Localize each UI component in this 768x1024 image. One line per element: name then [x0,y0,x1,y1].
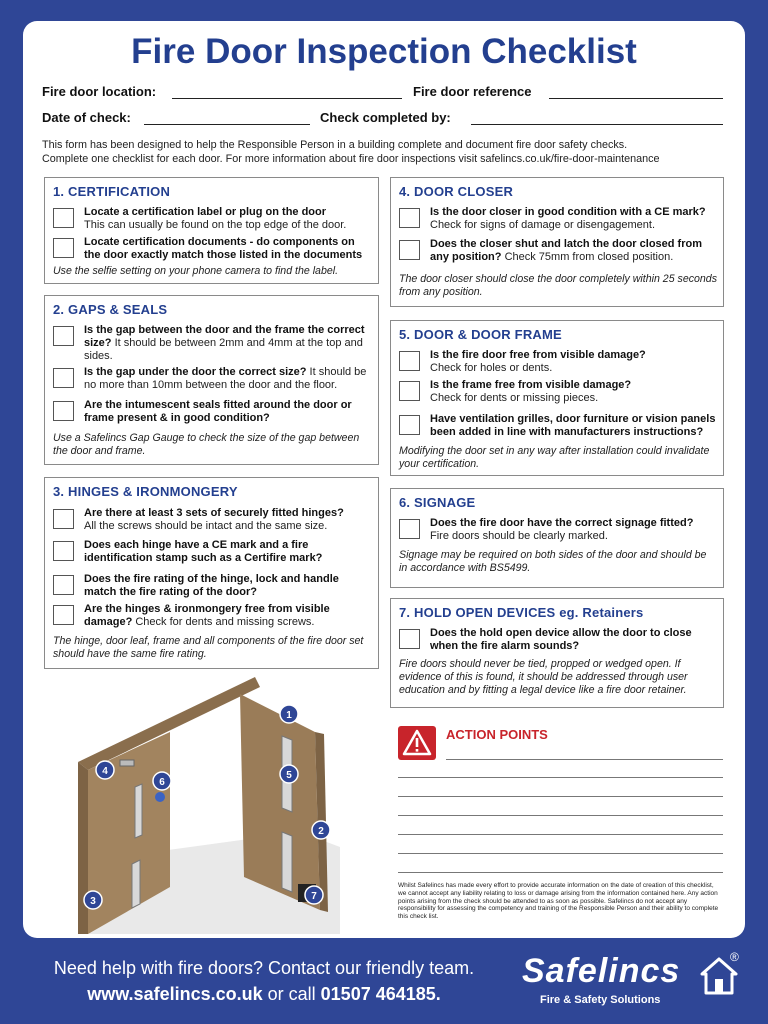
checkbox[interactable] [399,519,420,539]
checkbox[interactable] [399,381,420,401]
brand-name: Safelincs [522,952,681,990]
section-note: The hinge, door leaf, frame and all components of the fire door set should have the same fire rating. [53,635,364,660]
section-signage: 6. SIGNAGE Does the fire door have the correct signage fitted? Fire doors should be clearly marked. Signage may be required on both sides of the door and should be in accordance with BS5499. [390,488,724,588]
action-point-line[interactable] [398,815,723,816]
svg-text:1: 1 [286,710,292,721]
check-completed-by-input[interactable] [471,124,723,125]
section-hinges-ironmongery: 3. HINGES & IRONMONGERY Are there at least 3 sets of securely fitted hinges? All the screws should be intact and the same size. Does each hinge have a CE mark and a fire identification stamp such as a Certifire mark? Does the fire rating of the hinge, lock and handle match the fire rating of the door? Are the hinges & ironmongery free from visible damage? Check for dents and missing screws. The hinge, door leaf, frame and all components of the fire door set should have the same fire rating. [44,477,379,669]
footer-tagline: Need help with fire doors? Contact our friendly team. [53,958,475,978]
section-door-frame: 5. DOOR & DOOR FRAME Is the fire door free from visible damage? Check for holes or dents. Is the frame free from visible damage? Check for dents or missing pieces. Have ventilation grilles, door furniture or vision panels been added in line with manufacturers instructions? Modifying the door set in any way after installation could invalidate your certification. [390,320,724,476]
registered-mark: ® [730,950,739,964]
fire-door-sign [155,792,165,802]
checkbox[interactable] [399,240,420,260]
diagram-marker-5 [280,765,298,783]
date-of-check-label: Date of check: [42,110,131,125]
section-gaps-seals: 2. GAPS & SEALS Is the gap between the door and the frame the correct size? It should be between 2mm and 4mm at the top and sides. Is the gap under the door the correct size? It should be no more than 10mm between the door and the floor. Are the intumescent seals fitted around the door or frame present & in good condition? Use a Safelincs Gap Gauge to check the size of the gap between the door and frame. [44,295,379,465]
right-door-leaf [240,694,320,910]
svg-text:5: 5 [286,770,292,781]
action-point-line[interactable] [398,834,723,835]
fire-door-reference-label: Fire door reference [413,84,532,99]
checkbox[interactable] [399,415,420,435]
phone-number[interactable]: 01507 464185. [320,984,441,1004]
check-completed-by-label: Check completed by: [320,110,451,125]
section-note: Fire doors should never be tied, propped or wedged open. If evidence of this is found, it should be addressed through user education and by fitting a legal device like a fire door retainer. [399,658,688,696]
checkbox[interactable] [53,238,74,258]
checkbox[interactable] [53,368,74,388]
checkbox[interactable] [399,351,420,371]
section-hold-open-devices: 7. HOLD OPEN DEVICES eg. Retainers Does the hold open device allow the door to close when the fire alarm sounds? Fire doors should never be tied, propped or wedged open. If evidence of this is found, it should be addressed through user education and by fitting a legal device like a fire door retainer. [390,598,724,708]
vision-panel [132,860,140,908]
section-note: Signage may be required on both sides of the door and should be in accordance with BS5499. [399,549,707,574]
section-title: 2. GAPS & SEALS [53,302,168,317]
website-link[interactable]: www.safelincs.co.uk [87,984,263,1004]
section-door-closer: 4. DOOR CLOSER Is the door closer in good condition with a CE mark? Check for signs of damage or disengagement. Does the closer shut and latch the door closed from any position? Check 75mm from closed position. The door closer should close the door completely within 25 seconds from any position. [390,177,724,307]
footer-contact [0,955,528,1007]
svg-text:6: 6 [159,777,165,788]
section-title: 3. HINGES & IRONMONGERY [53,484,238,499]
checkbox[interactable] [53,401,74,421]
diagram-marker-6 [153,772,171,790]
intro-text: This form has been designed to help the Responsible Person in a building complete and document fire door safety checks. Complete one checklist for each door. For more information about fire door inspections visit safelincs.co.uk/fire-door-maintenance [42,139,660,165]
section-note: Use the selfie setting on your phone camera to find the label. [53,265,339,277]
vision-panel [282,832,292,892]
section-title: 5. DOOR & DOOR FRAME [399,327,562,342]
fire-door-diagram [60,672,340,934]
vision-panel [135,784,142,838]
section-title: 1. CERTIFICATION [53,184,171,199]
action-point-line[interactable] [398,872,723,873]
action-point-line[interactable] [398,796,723,797]
door-closer [120,760,134,766]
section-note: Use a Safelincs Gap Gauge to check the size of the gap between the door and frame. [53,432,360,457]
diagram-marker-7 [305,886,323,904]
brand-tagline: Fire & Safety Solutions [540,994,661,1006]
checkbox[interactable] [53,605,74,625]
checkbox[interactable] [399,629,420,649]
safelincs-logo [510,950,750,1010]
action-points-title: ACTION POINTS [446,727,548,742]
svg-text:3: 3 [90,896,96,907]
checkbox[interactable] [53,575,74,595]
section-note: Modifying the door set in any way after installation could invalidate your certification. [399,445,710,470]
action-point-line[interactable] [446,759,723,760]
section-note: The door closer should close the door completely within 25 seconds from any position. [399,273,717,298]
section-title: 7. HOLD OPEN DEVICES eg. Retainers [399,605,644,620]
page-title: Fire Door Inspection Checklist [131,32,637,71]
section-certification: 1. CERTIFICATION Locate a certification label or plug on the door This can usually be found on the top edge of the door. Locate certification documents - do components on the door exactly match those listed in the documents Use the selfie setting on your phone camera to find the label. [44,177,379,284]
section-title: 6. SIGNAGE [399,495,476,510]
fire-door-reference-input[interactable] [549,98,723,99]
checkbox[interactable] [53,326,74,346]
svg-text:2: 2 [318,826,324,837]
door-frame-left-jamb [78,762,88,934]
section-title: 4. DOOR CLOSER [399,184,514,199]
diagram-marker-2 [312,821,330,839]
diagram-marker-1 [280,705,298,723]
checkbox[interactable] [53,541,74,561]
warning-icon [398,726,436,760]
diagram-marker-3 [84,891,102,909]
action-point-line[interactable] [398,853,723,854]
footer-contact-line: www.safelincs.co.uk or call 01507 464185. [87,984,441,1004]
checkbox[interactable] [53,509,74,529]
diagram-marker-4 [96,761,114,779]
svg-text:4: 4 [102,766,108,777]
checkbox[interactable] [53,208,74,228]
checkbox[interactable] [399,208,420,228]
action-point-line[interactable] [398,777,723,778]
fire-door-location-input[interactable] [172,98,402,99]
date-of-check-input[interactable] [144,124,310,125]
disclaimer-text: Whilst Safelincs has made every effort to provide accurate information on the date of creation of this checklist, we cannot accept any liability relating to loss or damage arising from the information contained here. Any action points arising from the check should be attended to as soon as possible. Safelincs do not accept any responsibility for assessing the competency and training of the Responsible Person and their ability to complete this check list. [398,882,719,921]
svg-text:7: 7 [311,891,317,902]
fire-door-location-label: Fire door location: [42,84,157,99]
